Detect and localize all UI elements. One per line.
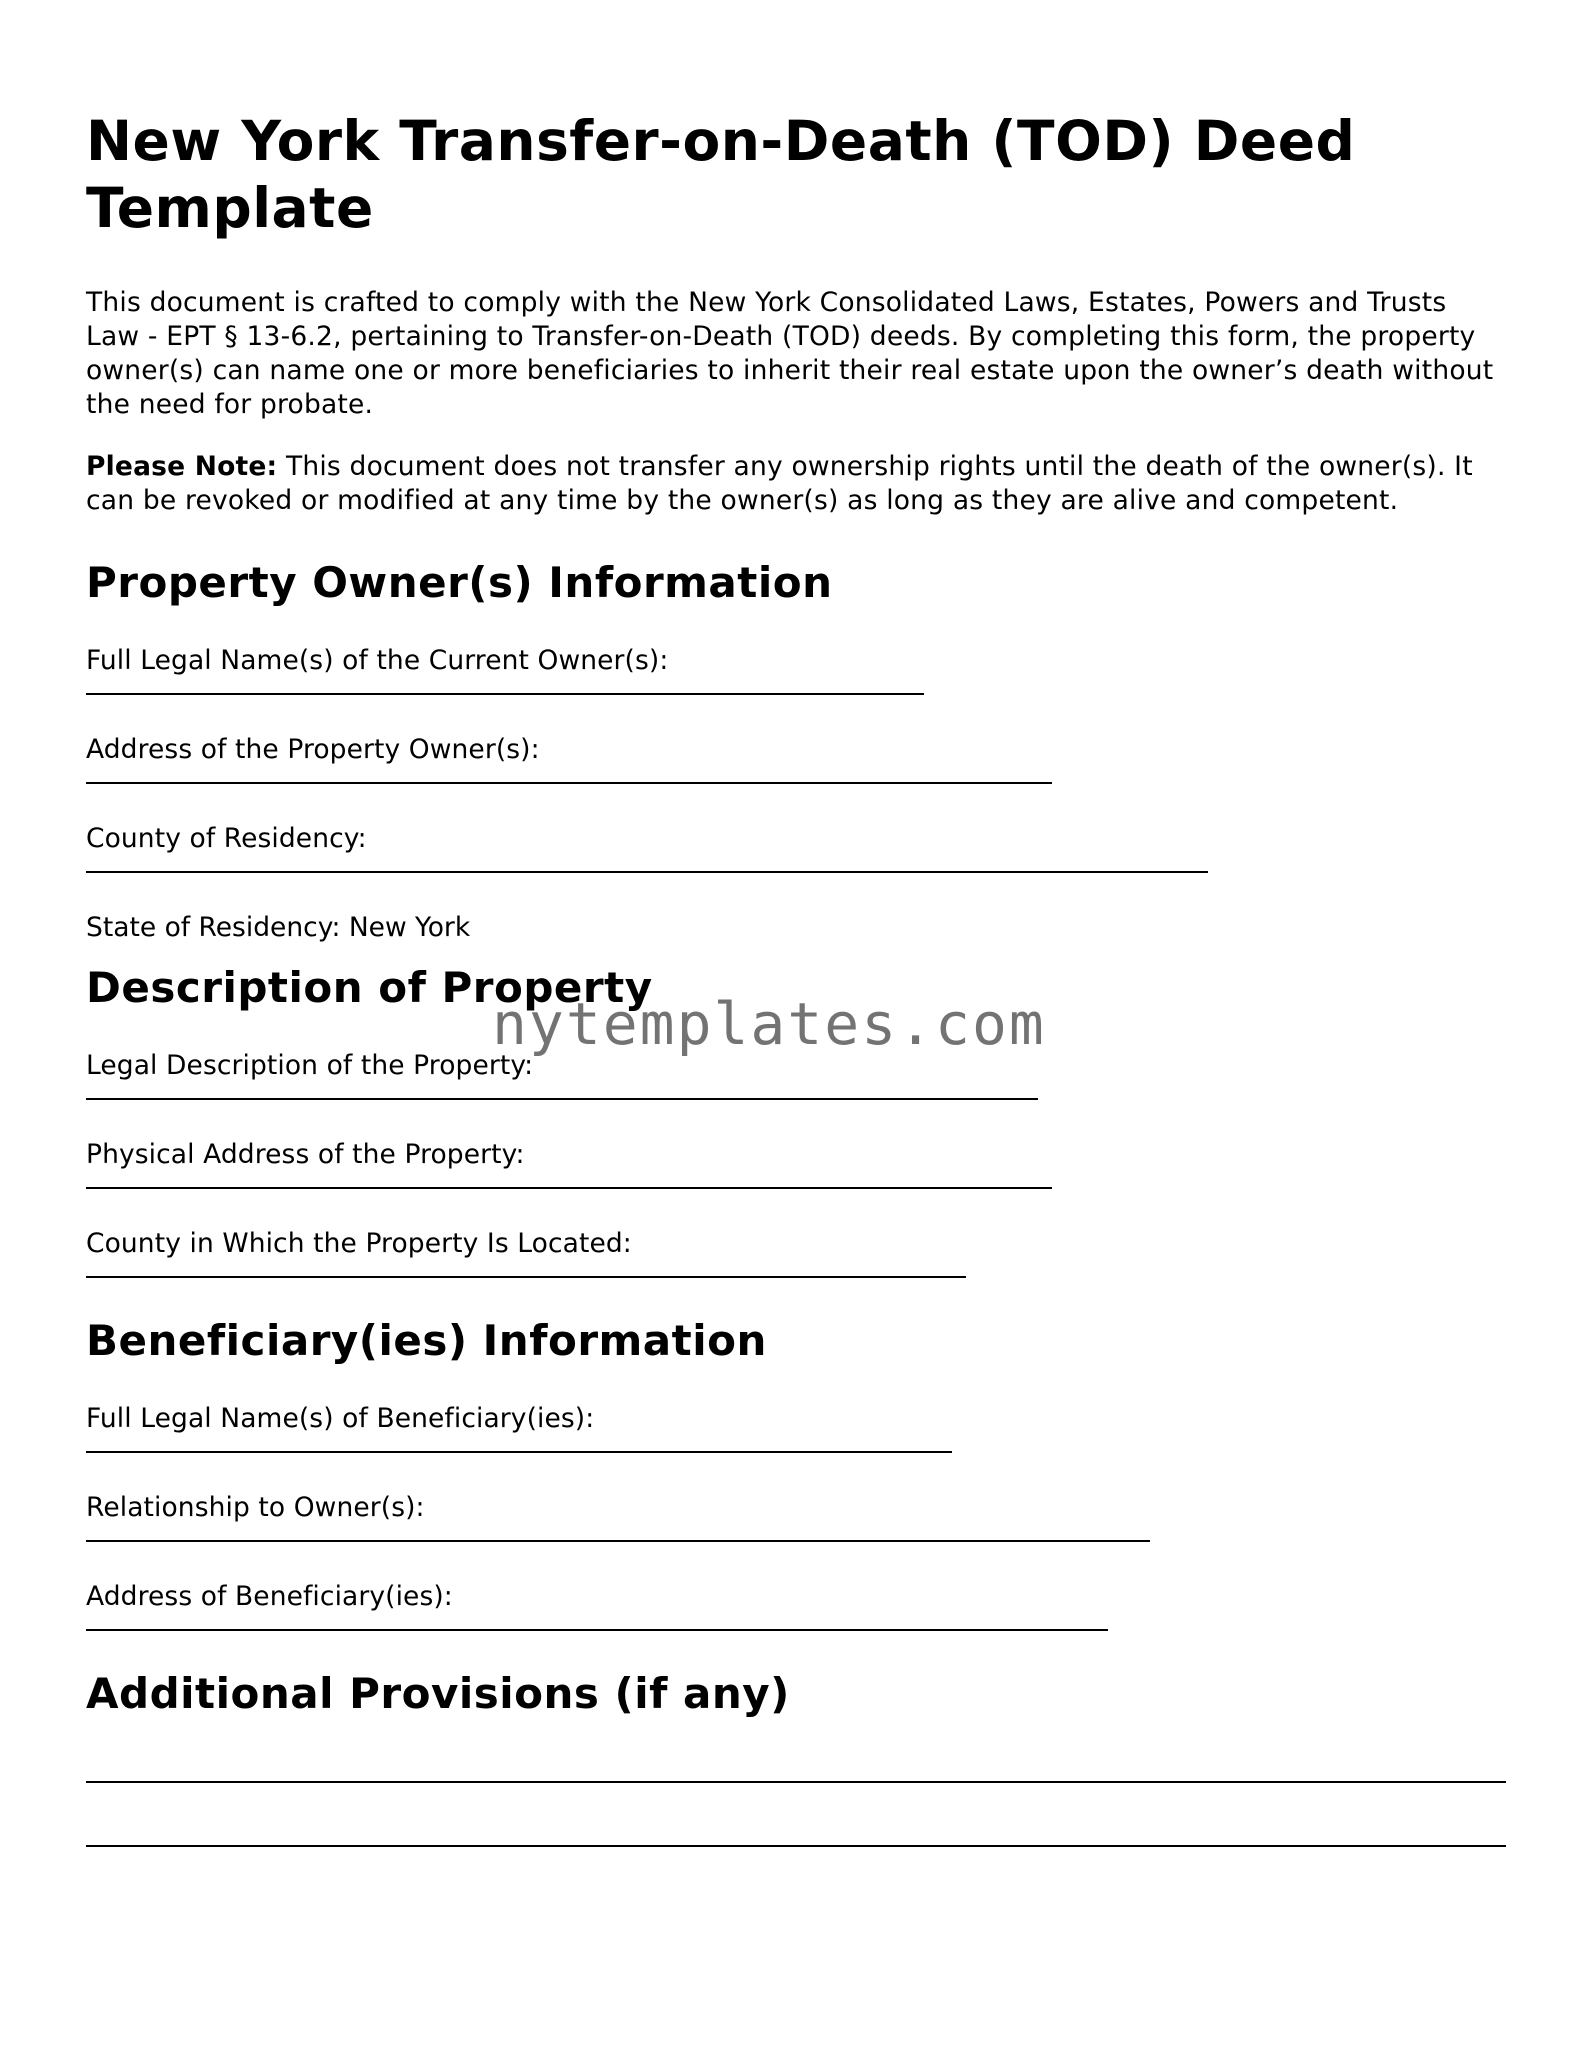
owner-address-line[interactable]: [86, 782, 1052, 784]
beneficiary-name-label: Full Legal Name(s) of Beneficiary(ies):: [86, 1403, 595, 1434]
watermark-text: nytemplates.com: [492, 990, 1046, 1058]
beneficiary-relationship-label: Relationship to Owner(s):: [86, 1492, 425, 1523]
provisions-section-heading: Additional Provisions (if any): [86, 1669, 790, 1718]
property-physical-address-label: Physical Address of the Property:: [86, 1139, 525, 1170]
property-legal-description-field: [86, 1049, 1506, 1100]
beneficiary-address-label: Address of Beneficiary(ies):: [86, 1581, 453, 1612]
beneficiary-relationship-field: [86, 1491, 1506, 1542]
owner-county-line[interactable]: [86, 871, 1208, 873]
owner-county-label: County of Residency:: [86, 823, 367, 854]
owner-county-field: [86, 822, 1506, 873]
property-physical-address-line[interactable]: [86, 1187, 1052, 1189]
note-text: This document does not transfer any ownership rights until the death of the owner(s). It can be revoked or modified at any time by the owner(s) as long as they are alive and competent.: [86, 451, 1473, 516]
owner-section-heading: Property Owner(s) Information: [86, 558, 833, 607]
note-label: Please Note:: [86, 451, 278, 482]
property-legal-description-line[interactable]: [86, 1098, 1038, 1100]
property-legal-description-label: Legal Description of the Property:: [86, 1050, 534, 1081]
property-physical-address-field: [86, 1138, 1506, 1189]
owner-name-label: Full Legal Name(s) of the Current Owner(s):: [86, 645, 669, 676]
property-county-field: [86, 1227, 1506, 1278]
beneficiary-relationship-line[interactable]: [86, 1540, 1150, 1542]
property-county-line[interactable]: [86, 1276, 966, 1278]
owner-name-line[interactable]: [86, 693, 924, 695]
document-page: [86, 108, 1506, 1847]
state-of-residency: State of Residency: New York: [86, 912, 471, 943]
owner-address-field: [86, 733, 1506, 784]
beneficiary-section-heading: Beneficiary(ies) Information: [86, 1316, 767, 1365]
provision-line[interactable]: [86, 1781, 1506, 1783]
beneficiary-address-field: [86, 1580, 1506, 1631]
beneficiary-address-line[interactable]: [86, 1629, 1108, 1631]
provision-line[interactable]: [86, 1845, 1506, 1847]
note-paragraph: [86, 450, 1506, 518]
beneficiary-name-field: [86, 1402, 1506, 1453]
owner-name-field: [86, 644, 1506, 695]
owner-address-label: Address of the Property Owner(s):: [86, 734, 540, 765]
page-title: New York Transfer-on-Death (TOD) Deed Template: [86, 109, 1356, 240]
beneficiary-name-line[interactable]: [86, 1451, 952, 1453]
property-section-heading: Description of Property: [86, 963, 653, 1012]
property-county-label: County in Which the Property Is Located:: [86, 1228, 632, 1259]
intro-paragraph: This document is crafted to comply with the New York Consolidated Laws, Estates, Powers and Trusts Law - EPT § 13-6.2, pertaining to Transfer-on-Death (TOD) deeds. By completing this form, the property owner(s) can name one or more beneficiaries to inherit their real estate upon the owner’s death without the need for probate.: [86, 287, 1494, 420]
